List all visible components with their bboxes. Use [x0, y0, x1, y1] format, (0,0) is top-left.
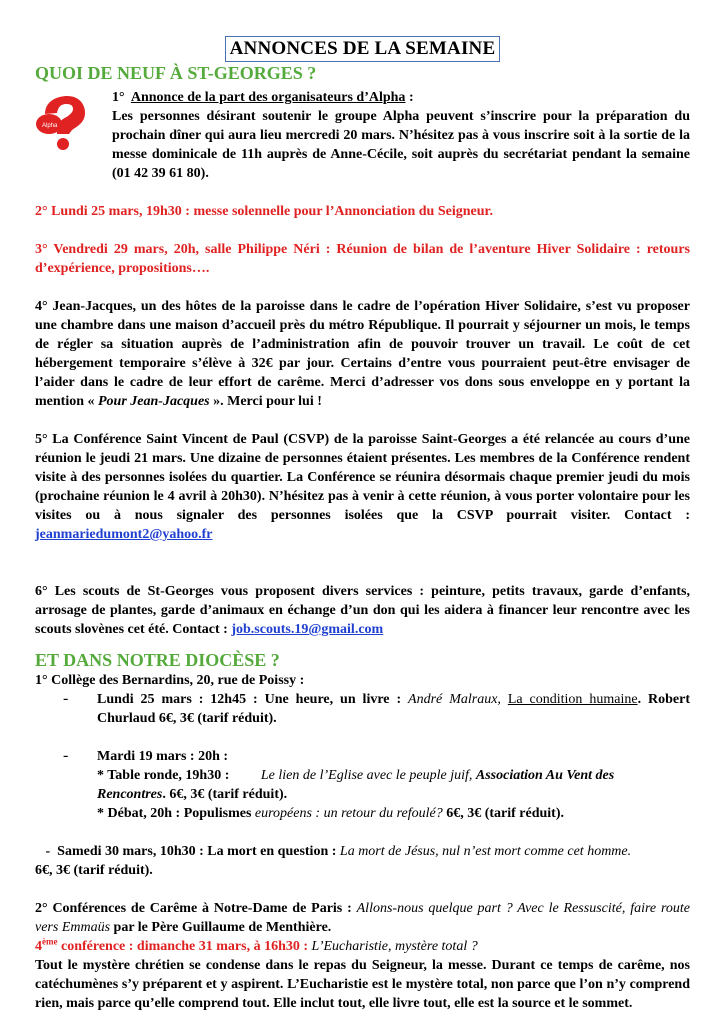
bernardins-header: 1° Collège des Bernardins, 20, rue de Poissy : [35, 673, 305, 688]
title-wrap [35, 36, 690, 62]
item-scouts: 6° Les scouts de St-Georges vous proposent divers services : peinture, petits travaux, garde d’enfants, arrosage de plantes, garde d’animaux en échange d’un don qui les aidera à financer leur rencontre avec les scouts slovènes cet été. Contact : job.scouts.19@gmail.com [35, 584, 690, 637]
notre-dame-conference: 4ème conférence : dimanche 31 mars, à 16h30 : L’Eucharistie, mystère total ? [35, 936, 478, 954]
alpha-text: Les personnes désirant soutenir le groupe Alpha peuvent s’inscrire pour la préparation du prochain dîner qui aura lieu mercredi 20 mars. N’hésitez pas à vous inscrire soit à la sortie de la messe dominicale de 11h auprès de Anne-Cécile, soit auprès du secrétariat pendant la semaine (01 42 39 61 80). [112, 109, 690, 181]
item-annonciation: 2° Lundi 25 mars, 19h30 : messe solennelle pour l’Annonciation du Seigneur. [35, 204, 493, 219]
section-heading-diocese: ET DANS NOTRE DIOCÈSE ? [35, 650, 280, 670]
alpha-announcement: Alpha 1° Annonce de la part des organisateurs d’Alpha : Les personnes désirant soutenir le groupe Alpha peuvent s’inscrire pour la préparation du prochain dîner qui aura lieu mercredi 20 mars. N’hésitez pas à vous inscrire soit à la sortie de la messe dominicale de 11h auprès de Anne-Cécile, soit auprès du secrétariat pendant la semaine (01 42 39 61 80). [35, 88, 690, 183]
notre-dame-text: Tout le mystère chrétien se condense dans le repas du Seigneur, la messe. Durant ce temps de carême, nos catéchumènes s’y préparent et y aspirent. L’Eucharistie est le mystère total, non parce que l’on n’y comprend rien, mais parce qu’elle comprend tout. Elle inclut tout, elle livre tout, elle est la source et le sommet. [35, 958, 690, 1011]
event-mardi: - Mardi 19 mars : 20h : * Table ronde, 19h30 : Le lien de l’Eglise avec le peuple juif, Association Au Vent des Rencontres. 6€, 3€ (tarif réduit). * Débat, 20h : Populismes européens : un retour du refoulé? 6€, 3€ (tarif réduit). [63, 747, 615, 821]
item-jean-jacques: 4° Jean-Jacques, un des hôtes de la paroisse dans le cadre de l’opération Hiver Solidaire, s’est vu proposer une chambre dans une maison d’accueil près du métro République. Il pourrait y séjourner un mois, le temps de régler sa situation auprès de l’administration afin de pouvoir trouver un travail. Le coût de cet hébergement temporaire s’élève à 32€ par jour. Certains d’entre vous pourraient peut-être envisager de l’aider dans le cadre de leur effort de carême. Merci d’adresser vos dons sous enveloppe en y portant la mention « Pour Jean-Jacques ». Merci pour lui ! [35, 299, 690, 409]
item-hiver-solidaire: 3° Vendredi 29 mars, 20h, salle Philippe Néri : Réunion de bilan de l’aventure Hiver Solidaire : retours d’expérience, propositions…. [35, 242, 690, 276]
item-csvp: 5° La Conférence Saint Vincent de Paul (CSVP) de la paroisse Saint-Georges a été relancée au cours d’une réunion le jeudi 21 mars. Une dizaine de personnes étaient présentes. Les membres de la Conférence rendent visite à des personnes isolées du quartier. La Conférence se réunira désormais chaque premier jeudi du mois (prochaine réunion le 4 avril à 20h30). N’hésitez pas à venir à cette réunion, à vous porter volontaire pour les visites ou à nous signaler des personnes isolées que la CSVP pourrait visiter. Contact : jeanmariedumont2@yahoo.fr [35, 432, 690, 542]
event-lundi: - Lundi 25 mars : 12h45 : Une heure, un livre : André Malraux, La condition humaine. Robert Churlaud 6€, 3€ (tarif réduit). [63, 690, 690, 726]
bulletin-page [35, 36, 690, 1013]
page-title: ANNONCES DE LA SEMAINE [225, 36, 501, 62]
scouts-email-link[interactable]: job.scouts.19@gmail.com [231, 622, 384, 637]
alpha-heading: Annonce de la part des organisateurs d’Alpha [130, 90, 406, 105]
alpha-number: 1° [112, 90, 125, 105]
csvp-email-link[interactable]: jeanmariedumont2@yahoo.fr [35, 527, 213, 542]
svg-text:Alpha: Alpha [42, 123, 58, 129]
event-samedi: - Samedi 30 mars, 10h30 : La mort en question : La mort de Jésus, nul n’est mort comme cet homme. 6€, 3€ (tarif réduit). [35, 844, 632, 878]
notre-dame-header: 2° Conférences de Carême à Notre-Dame de Paris : Allons-nous quelque part ? Avec le Ressuscité, faire route vers Emmaüs par le Père Guillaume de Menthière. [35, 901, 690, 935]
section-heading-st-georges: QUOI DE NEUF À ST-GEORGES ? [35, 63, 317, 83]
alpha-logo-icon [35, 94, 87, 150]
